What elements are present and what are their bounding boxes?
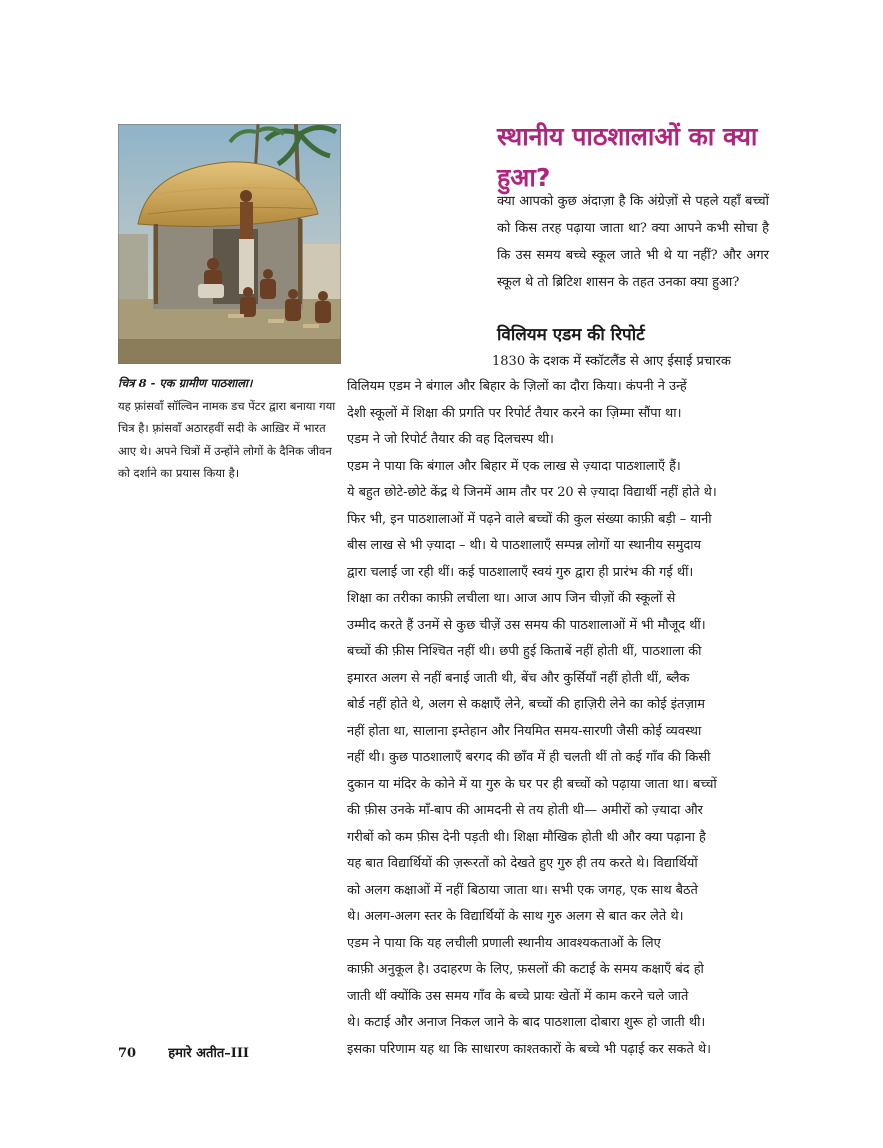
body-line: विलियम एडम ने बंगाल और बिहार के ज़िलों का दौरा किया। कंपनी ने उन्हें [347,379,687,394]
village-school-illustration [118,124,341,364]
body-line: इमारत अलग से नहीं बनाई जाती थी, बेंच और कुर्सियाँ नहीं होती थीं, ब्लैक [347,670,690,686]
body-line: उम्मीद करते हैं उनमें से कुछ चीज़ें उस समय की पाठशालाओं में भी मौजूद थीं। [347,617,706,633]
body-line: इसका परिणाम यह था कि साधारण काश्तकारों के बच्चे भी पढ़ाई कर सकते थे। [347,1041,712,1057]
caption-text: यह फ़्रांसवाँ सॉल्विन नामक डच पेंटर द्वारा बनाया गया चित्र है। फ़्रांसवाँ अठारहवीं सदी के आख़िर में भारत आए थे। अपने चित्रों में उन्होंने लोगों के दैनिक जीवन को दर्शाने का प्रयास किया है। [118,398,336,480]
body-line: एडम ने पाया कि बंगाल और बिहार में एक लाख से ज़्यादा पाठशालाएँ हैं। [347,458,681,474]
subsection-title: विलियम एडम की रिपोर्ट [497,325,645,345]
body-line: गरीबों को कम फ़ीस देनी पड़ती थी। शिक्षा मौखिक होती थी और क्या पढ़ाना है [347,829,706,845]
body-text [347,374,769,1063]
body-line: नहीं होता था, सालाना इम्तेहान और नियमित समय-सारणी जैसी कोई व्यवस्था [347,723,702,739]
body-line: काफ़ी अनुकूल है। उदाहरण के लिए, फ़सलों की कटाई के समय कक्षाएँ बंद हो [347,962,704,977]
body-line: शिक्षा का तरीका काफ़ी लचीला था। आज आप जिन चीज़ों की स्कूलों से [347,591,676,606]
body-line: नहीं थी। कुछ पाठशालाएँ बरगद की छाँव में ही चलती थीं तो कई गाँव की किसी [347,750,711,765]
figure-caption [118,372,340,485]
body-line: ये बहुत छोटे-छोटे केंद्र थे जिनमें आम तौर पर 20 से ज़्यादा विद्यार्थी नहीं होते थे। [347,485,717,500]
body-line: देशी स्कूलों में शिक्षा की प्रगति पर रिपोर्ट तैयार करने का ज़िम्मा सौंपा था। [347,405,682,421]
caption-title: चित्र 8 - एक ग्रामीण पाठशाला। [118,376,253,390]
section-title: स्थानीय पाठशालाओं का क्या हुआ? [497,122,758,192]
subsection-lead: 1830 के दशक में स्कॉटलैंड से आए ईसाई प्रचारक [492,354,731,369]
body-line: थे। अलग-अलग स्तर के विद्यार्थियों के साथ गुरु अलग से बात कर लेते थे। [347,909,684,924]
body-line: बीस लाख से भी ज़्यादा – थी। ये पाठशालाएँ सम्पन्न लोगों या स्थानीय समुदाय [347,538,702,553]
section-intro: क्या आपको कुछ अंदाज़ा है कि अंग्रेज़ों से पहले यहाँ बच्चों को किस तरह पढ़ाया जाता था? क्या आपने कभी सोचा है कि उस समय बच्चे स्कूल जाते भी थे या नहीं? और अगर स्कूल थे तो ब्रिटिश शासन के तहत उनका क्या हुआ? [497,194,769,290]
body-line: दुकान या मंदिर के कोने में या गुरु के घर पर ही बच्चों को पढ़ाया जाता था। बच्चों [347,776,717,792]
body-line: द्वारा चलाई जा रही थीं। कई पाठशालाएँ स्वयं गुरु द्वारा ही प्रारंभ की गई थीं। [347,564,694,580]
body-line: थे। कटाई और अनाज निकल जाने के बाद पाठशाला दोबारा शुरू हो जाती थी। [347,1015,706,1030]
body-line: की फ़ीस उनके माँ-बाप की आमदनी से तय होती थी— अमीरों को ज़्यादा और [347,803,703,818]
page-number: 70 [118,1046,137,1061]
body-line: बोर्ड नहीं होते थे, अलग से कक्षाएँ लेने, बच्चों की हाज़िरी लेने का कोई इंतज़ाम [347,697,705,712]
body-line: जाती थीं क्योंकि उस समय गाँव के बच्चे प्रायः खेतों में काम करने चले जाते [347,988,689,1004]
body-line: बच्चों की फ़ीस निश्चित नहीं थी। छपी हुई किताबें नहीं होती थीं, पाठशाला की [347,644,702,659]
body-line: एडम ने जो रिपोर्ट तैयार की वह दिलचस्प थी। [347,432,554,447]
body-line: यह बात विद्यार्थियों की ज़रूरतों को देखते हुए गुरु ही तय करते थे। विद्यार्थियों [347,856,698,871]
body-line: को अलग कक्षाओं में नहीं बिठाया जाता था। सभी एक जगह, एक साथ बैठते [347,882,698,898]
book-title: हमारे अतीत–III [168,1046,249,1061]
page-footer [118,1044,249,1064]
body-line: फिर भी, इन पाठशालाओं में पढ़ने वाले बच्चों की कुल संख्या काफ़ी बड़ी – यानी [347,511,712,527]
body-line: एडम ने पाया कि यह लचीली प्रणाली स्थानीय आवश्यकताओं के लिए [347,935,661,951]
